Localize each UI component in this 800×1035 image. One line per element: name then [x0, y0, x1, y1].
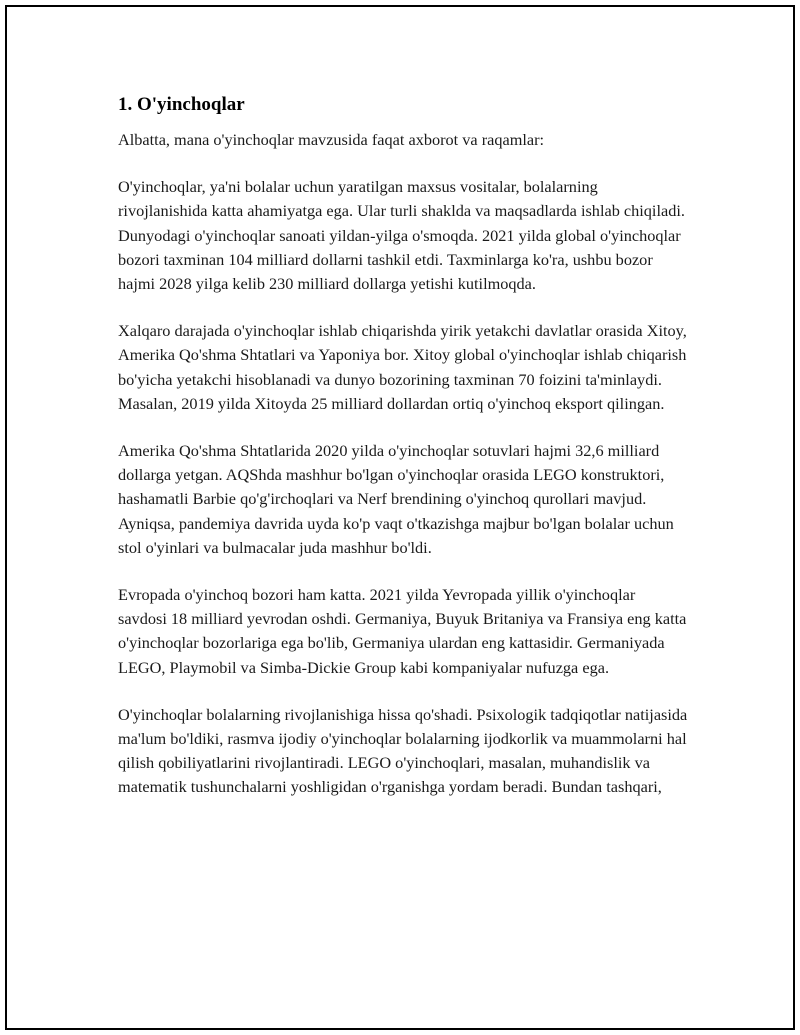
section-heading: 1. O'yinchoqlar: [118, 94, 245, 115]
paragraph-international-producers: Xalqaro darajada o'yinchoqlar ishlab chiqarishda yirik yetakchi davlatlar orasida Xitoy, Amerika Qo'shma Shtatlari va Yaponiya bor. Xitoy global o'yinchoqlar ishlab chiqarish bo'yicha yetakchi hisoblanadi va dunyo bozorining taxminan 70 foizini ta'minlaydi. Masalan, 2019 yilda Xitoyda 25 milliard dollardan ortiq o'yinchoq eksport qilingan.: [118, 321, 687, 413]
paragraph-europe-market: Evropada o'yinchoq bozori ham katta. 2021 yilda Yevropada yillik o'yinchoqlar savdosi 18 milliard yevrodan oshdi. Germaniya, Buyuk Britaniya va Fransiya eng katta o'yinchoqlar bozorlariga ega bo'lib, Germaniya ulardan eng kattasidir. Germaniyada LEGO, Playmobil va Simba-Dickie Group kabi kompaniyalar nufuzga ega.: [118, 585, 687, 677]
intro-paragraph: Albatta, mana o'yinchoqlar mavzusida faqat axborot va raqamlar:: [118, 130, 545, 149]
paragraph-industry-overview: O'yinchoqlar, ya'ni bolalar uchun yaratilgan maxsus vositalar, bolalarning rivojlanishida katta ahamiyatga ega. Ular turli shaklda va maqsadlarda ishlab chiqiladi. Dunyodagi o'yinchoqlar sanoati yildan-yilga o'smoqda. 2021 yilda global o'yinchoqlar bozori taxminan 104 milliard dollarni tashkil etdi. Taxminlarga ko'ra, ushbu bozor hajmi 2028 yilga kelib 230 milliard dollarga yetishi kutilmoqda.: [118, 177, 685, 294]
paragraph-usa-market: Amerika Qo'shma Shtatlarida 2020 yilda o'yinchoqlar sotuvlari hajmi 32,6 milliard dollarga yetgan. AQShda mashhur bo'lgan o'yinchoqlar orasida LEGO konstruktori, hashamatli Barbie qo'g'irchoqlari va Nerf brendining o'yinchoq qurollari mavjud. Ayniqsa, pandemiya davrida uyda ko'p vaqt o'tkazishga majbur bo'lgan bolalar uchun stol o'yinlari va bulmacalar juda mashhur bo'ldi.: [118, 441, 674, 557]
document-body: [118, 92, 688, 823]
paragraph-child-development: O'yinchoqlar bolalarning rivojlanishiga hissa qo'shadi. Psixologik tadqiqotlar natijasida ma'lum bo'ldiki, rasmva ijodiy o'yinchoqlar bolalarning ijodkorlik va muammolarni hal qilish qobiliyatlarini rivojlantiradi. LEGO o'yinchoqlari, masalan, muhandislik va matematik tushunchalarni yoshligidan o'rganishga yordam beradi. Bundan tashqari,: [118, 704, 688, 797]
